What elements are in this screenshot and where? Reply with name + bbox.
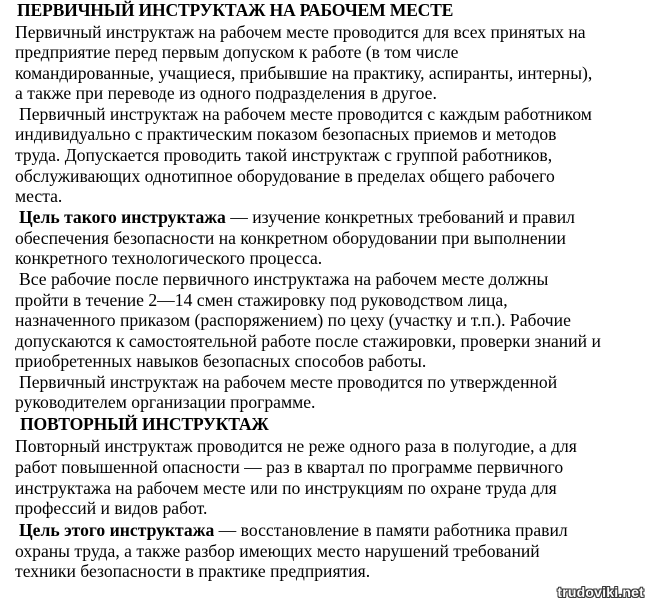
- paragraph-line: труда. Допускается проводить такой инструктаж с группой работников,: [15, 145, 553, 165]
- paragraph-text: — восстановление в памяти работника правил: [214, 520, 568, 540]
- paragraph-line: Первичный инструктаж на рабочем месте проводится по утвержденной: [19, 372, 558, 392]
- paragraph-line: техники безопасности в практике предприятия.: [15, 561, 371, 581]
- paragraph-line: предприятие перед первым допуском к работе (в том числе: [15, 42, 459, 62]
- paragraph-line: места.: [15, 186, 63, 206]
- paragraph-line: обеспечения безопасности на конкретном оборудовании при выполнении: [15, 228, 566, 248]
- paragraph-line: Все рабочие после первичного инструктажа на рабочем месте должны: [19, 269, 549, 289]
- paragraph-line: пройти в течение 2—14 смен стажировку под руководством лица,: [15, 290, 508, 310]
- paragraph-text: — изучение конкретных требований и правил: [225, 207, 575, 227]
- paragraph-line-purpose: [15, 520, 568, 540]
- paragraph-line: конкретного технологического процесса.: [15, 248, 323, 268]
- paragraph-line: работ повышенной опасности — раз в квартал по программе первичного: [15, 457, 564, 477]
- paragraph-line: Первичный инструктаж на рабочем месте проводится с каждым работником: [19, 104, 592, 124]
- paragraph-line: командированные, учащиеся, прибывшие на практику, аспиранты, интерны),: [15, 63, 593, 83]
- paragraph-line: приобретенных навыков безопасных способов работы.: [15, 351, 427, 371]
- bold-term: Цель этого инструктажа: [19, 520, 215, 540]
- paragraph-line: индивидуально с практическим показом безопасных приемов и методов: [15, 124, 557, 144]
- paragraph-line: допускаются к самостоятельной работе после стажировки, проверки знаний и: [15, 331, 601, 351]
- paragraph-line-purpose: [15, 207, 575, 227]
- paragraph-line: Повторный инструктаж проводится не реже одного раза в полугодие, а для: [15, 436, 577, 456]
- paragraph-line: Первичный инструктаж на рабочем месте проводится для всех принятых на: [15, 22, 586, 42]
- paragraph-line: назначенного приказом (распоряжением) по цеху (участку и т.п.). Рабочие: [15, 310, 571, 330]
- paragraph-line: обслуживающих однотипное оборудование в пределах общего рабочего: [15, 166, 555, 186]
- watermark: trudoviki.net: [557, 584, 644, 600]
- paragraph-line: профессий и видов работ.: [15, 498, 208, 518]
- section-heading-repeat: ПОВТОРНЫЙ ИНСТРУКТАЖ: [20, 414, 269, 434]
- bold-term: Цель такого инструктажа: [19, 207, 226, 227]
- section-heading-primary: ПЕРВИЧНЫЙ ИНСТРУКТАЖ НА РАБОЧЕМ МЕСТЕ: [17, 0, 454, 20]
- paragraph-line: а также при переводе из одного подразделения в другое.: [15, 83, 437, 103]
- paragraph-line: инструктажа на рабочем месте или по инструкциям по охране труда для: [15, 478, 557, 498]
- paragraph-line: охраны труда, а также разбор имеющих место нарушений требований: [15, 541, 540, 561]
- paragraph-line: руководителем организации программе.: [15, 392, 316, 412]
